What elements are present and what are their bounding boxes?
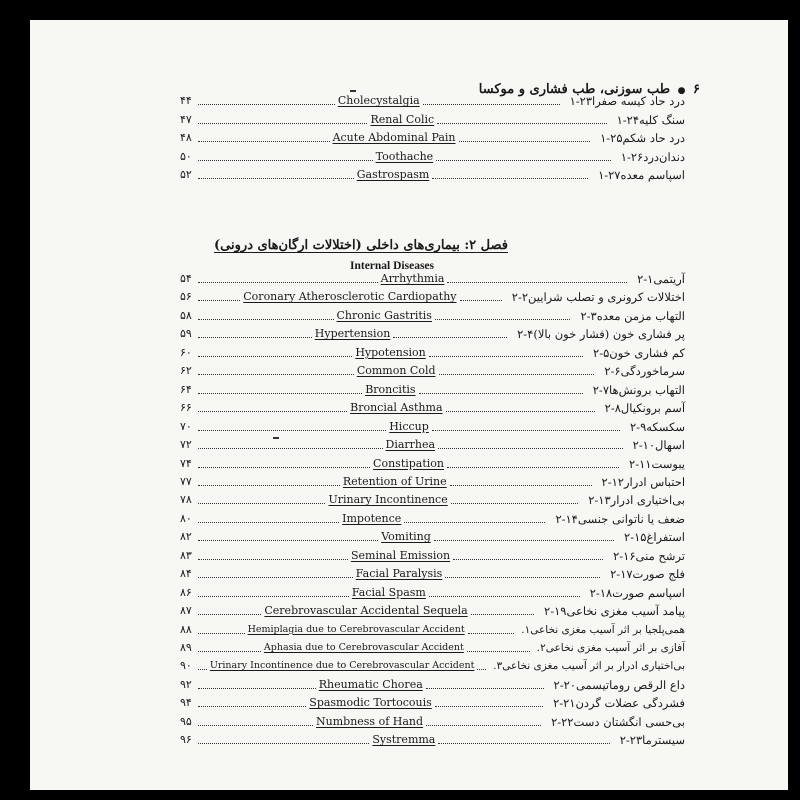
toc-entry	[180, 582, 685, 600]
toc-page-number: ۹۶	[180, 733, 192, 747]
leader-dots	[198, 356, 352, 357]
toc-persian-title: احتباس ادرار	[623, 474, 686, 489]
leader-dots	[436, 160, 611, 161]
toc-page-number: ۵۸	[180, 308, 192, 322]
leader-dots	[198, 614, 261, 615]
toc-english-title: Coronary Atherosclerotic Cardiopathy	[243, 290, 457, 304]
toc-persian	[547, 678, 685, 692]
leader-dots	[198, 374, 354, 375]
toc-persian-title: آریتمی	[653, 272, 685, 286]
toc-persian	[606, 549, 685, 563]
toc-page-number: ۸۷	[180, 604, 192, 618]
toc-persian	[546, 696, 685, 710]
leader-dots	[460, 300, 502, 301]
toc-entry	[180, 379, 685, 397]
chapter-title: فصل ۲: بیماری‌های داخلی (اختلالات ارگان‌های درونی)	[214, 238, 508, 253]
toc-entry	[180, 600, 685, 618]
toc-english-title: Arrhythmia	[380, 272, 445, 285]
toc-persian-title: سنگ کلیه	[639, 112, 685, 127]
leader-dots	[419, 393, 583, 394]
toc-persian	[603, 567, 685, 581]
toc-english-title: Hypotension	[355, 345, 426, 359]
toc-entry	[180, 360, 685, 378]
toc-entry-number: ۲-۹	[630, 419, 647, 434]
toc-persian	[622, 457, 685, 471]
leader-dots	[423, 104, 560, 105]
toc-entry	[180, 729, 685, 747]
toc-page-number: ۶۲	[180, 364, 192, 378]
toc-page-number: ۴۴	[180, 94, 192, 107]
leader-dots	[426, 688, 544, 689]
toc-persian-title: درد حاد کیسه صفرا	[592, 94, 685, 108]
toc-entry	[180, 164, 685, 182]
toc-entry	[180, 323, 685, 341]
toc-entry-number: ۱-۲۶	[620, 149, 644, 164]
toc-entry	[180, 471, 685, 489]
toc-english-title: Hemiplagia due to Cerebrovascular Accident	[247, 623, 465, 635]
toc-persian-title: آسم برونکیال	[620, 401, 686, 416]
toc-english-title: Numbness of Hand	[316, 714, 424, 728]
toc-english-title: Spasmodic Tortocouis	[309, 696, 432, 710]
toc-english-title: Facial Paralysis	[355, 567, 443, 581]
toc-page-number: ۷۴	[180, 456, 192, 470]
toc-entry	[180, 674, 685, 692]
toc-page-number: ۸۹	[180, 641, 192, 654]
leader-dots	[198, 503, 325, 504]
toc-page-number: ۸۶	[180, 585, 192, 599]
toc-persian	[548, 512, 685, 526]
toc-entry-number: ۲-۱۲	[601, 474, 624, 489]
leader-dots	[446, 411, 595, 412]
toc-entry-number: ۲-۱۰	[632, 438, 655, 453]
toc-persian	[614, 150, 685, 164]
toc-page-number: ۸۰	[180, 511, 192, 525]
toc-persian-title: سیسترما	[642, 733, 686, 748]
toc-page-number: ۷۰	[180, 419, 192, 433]
toc-entry-number: ۲-۲۲	[551, 714, 574, 729]
toc-persian-title: اختلالات کرونری و تصلب شرایین	[528, 290, 686, 305]
toc-persian-title: یبوست	[651, 456, 686, 471]
leader-dots	[198, 522, 339, 523]
toc-entry-number: ۲-۱۱	[629, 456, 652, 471]
toc-entry-number: ۲-۱۴	[555, 511, 578, 526]
toc-persian-title: التهاب برونش‌ها	[609, 382, 685, 397]
book-title: طب سوزنی، طب فشاری و موکسا	[478, 82, 671, 97]
toc-page-number: ۸۸	[180, 622, 192, 636]
toc-page-number: ۵۴	[180, 272, 192, 285]
leader-dots	[198, 688, 316, 689]
toc-entry	[180, 489, 685, 507]
toc-persian	[610, 113, 685, 127]
toc-persian	[537, 604, 685, 618]
toc-page-number: ۴۸	[180, 131, 192, 144]
toc-english-title: Seminal Emission	[350, 548, 451, 562]
leader-dots	[467, 651, 530, 652]
leader-dots	[198, 123, 367, 124]
toc-entry-number: ۲-۱۹	[544, 604, 567, 619]
toc-page-number: ۵۹	[180, 327, 192, 341]
toc-entry	[180, 90, 685, 108]
toc-persian	[533, 641, 685, 655]
toc-english-title: Impotence	[342, 511, 402, 525]
toc-english-title: Facial Spasm	[351, 585, 426, 599]
leader-dots	[451, 503, 578, 504]
leader-dots	[445, 577, 600, 578]
toc-page-number: ۵۲	[180, 168, 192, 181]
leader-dots	[198, 725, 313, 726]
toc-entry	[180, 711, 685, 729]
toc-english-title: Broncial Asthma	[350, 401, 443, 415]
leader-dots	[459, 141, 591, 142]
toc-entry-number: ۲-۱۶	[613, 548, 636, 563]
leader-dots	[477, 669, 486, 670]
toc-persian	[505, 290, 685, 304]
leader-dots	[198, 282, 378, 283]
leader-dots	[198, 633, 245, 634]
toc-page-number: ۵۰	[180, 149, 192, 163]
toc-entry-number: ۲-۱۸	[589, 585, 613, 600]
leader-dots	[447, 467, 619, 468]
toc-entry-number: ۲-۳	[580, 308, 597, 323]
leader-dots	[432, 178, 588, 179]
toc-persian-title: همی‌پلجیا بر اثر آسیب مغزی نخاعی	[530, 623, 685, 636]
toc-page-number: ۸۲	[180, 530, 192, 544]
leader-dots	[198, 300, 240, 301]
toc-english-title: Acute Abdominal Pain	[332, 131, 456, 144]
toc-persian-title: دندان‌درد	[643, 149, 686, 164]
toc-persian-title: سرماخوردگی	[620, 364, 686, 379]
leader-dots	[198, 430, 386, 431]
toc-entry-number: ۱-۲۷	[598, 168, 621, 182]
leader-dots	[438, 448, 623, 449]
toc-english-title: Common Cold	[356, 364, 436, 378]
toc-subentry	[180, 637, 685, 655]
toc-entry	[180, 416, 685, 434]
toc-english-title: Broncitis	[365, 382, 416, 396]
toc-english-title: Gastrospasm	[356, 168, 430, 181]
toc-persian-title: بی‌اختیاری ادرار بر اثر آسیب مغزی نخاعی	[502, 660, 686, 673]
toc-english-title: Vomiting	[381, 530, 431, 544]
toc-entry-number: ۲-۷	[592, 382, 609, 397]
leader-dots	[435, 319, 571, 320]
leader-dots	[198, 141, 330, 142]
leader-dots	[437, 123, 606, 124]
toc-entry-number: ۱.	[521, 623, 531, 636]
toc-entry-number: ۲-۱۳	[588, 493, 611, 508]
toc-english-title: Urinary Incontinence due to Cerebrovascular Accident	[209, 660, 475, 672]
leader-dots	[198, 393, 362, 394]
leader-dots	[432, 430, 620, 431]
toc-persian-title: پیامد آسیب مغزی نخاعی	[566, 604, 686, 619]
leader-dots	[404, 522, 545, 523]
toc-page-number: ۹۴	[180, 696, 192, 710]
toc-page-number: ۷۸	[180, 493, 192, 507]
toc-page-number: ۷۲	[180, 438, 192, 452]
toc-persian-title: فلج صورت	[632, 567, 686, 582]
leader-dots	[447, 282, 627, 283]
toc-persian	[623, 420, 685, 434]
toc-entry-number: ۲-۱۷	[610, 567, 633, 582]
toc-subentry	[180, 655, 685, 673]
toc-english-title: Renal Colic	[370, 112, 435, 126]
leader-dots	[434, 540, 614, 541]
page-number: ۶	[693, 82, 700, 97]
leader-dots	[198, 411, 347, 412]
leader-dots	[471, 614, 534, 615]
toc-persian	[581, 493, 685, 507]
toc-entry-number: ۲-۸	[604, 401, 621, 416]
leader-dots	[198, 559, 348, 560]
toc-persian	[517, 623, 685, 637]
leader-dots	[198, 178, 354, 179]
toc-entry	[180, 397, 685, 415]
leader-dots	[198, 706, 306, 707]
toc-entry	[180, 268, 685, 286]
chapter-subtitle: Internal Diseases	[350, 260, 435, 272]
toc-persian	[613, 733, 685, 747]
toc-english-title: Hypertension	[314, 327, 391, 341]
toc-entry	[180, 453, 685, 471]
toc-persian	[563, 94, 685, 108]
toc-english-title: Constipation	[373, 456, 444, 470]
toc-entry-number: ۱-۲۴	[616, 112, 640, 127]
toc-persian	[586, 346, 685, 360]
toc-page-number: ۷۷	[180, 474, 192, 488]
leader-dots	[435, 706, 543, 707]
leader-dots	[198, 577, 353, 578]
leader-dots	[198, 467, 370, 468]
toc-page-number: ۶۰	[180, 345, 192, 359]
toc-persian-title: بی‌حسی انگشتان دست	[573, 714, 686, 729]
toc-persian-title: اسهال	[655, 438, 685, 453]
leader-dots	[393, 337, 507, 338]
toc-english-title: Toothache	[375, 149, 434, 163]
toc-persian	[591, 168, 685, 182]
toc-page-number: ۵۶	[180, 290, 192, 304]
leader-dots	[198, 160, 373, 161]
toc-entry	[180, 508, 685, 526]
toc-entry-number: ۲-۵	[593, 345, 610, 360]
leader-dots	[429, 596, 580, 597]
toc-entry	[180, 305, 685, 323]
toc-persian	[510, 327, 685, 341]
print-mark	[273, 437, 279, 439]
toc-entry-number: ۱-۲۵	[600, 131, 623, 145]
toc-entry-number: ۲-۶	[604, 364, 621, 379]
toc-persian-title: اسپاسم معده	[620, 168, 686, 182]
toc-persian-title: ترشح منی	[635, 548, 685, 563]
leader-dots	[198, 319, 334, 320]
toc-entry-number: ۳.	[493, 660, 503, 673]
toc-persian-title: داع الرقص روماتیسمی	[575, 677, 686, 692]
toc-persian-title: فشردگی عضلات گردن	[575, 696, 685, 711]
toc-english-title: Aphasia due to Cerebrovascular Accident	[263, 642, 464, 653]
toc-page-number: ۹۲	[180, 677, 192, 691]
toc-persian-title: استفراغ	[646, 530, 685, 545]
toc-entry	[180, 286, 685, 304]
toc-entry	[180, 545, 685, 563]
toc-entry-number: ۱-۲۳	[569, 94, 592, 108]
leader-dots	[198, 596, 349, 597]
toc-persian-title: آفازی بر اثر آسیب مغزی نخاعی	[545, 642, 686, 654]
toc-entry	[180, 692, 685, 710]
toc-persian-title: ضعف یا ناتوانی جنسی	[577, 511, 685, 526]
toc-entry	[180, 526, 685, 544]
toc-english-title: Chronic Gastritis	[336, 308, 432, 322]
toc-persian	[489, 659, 685, 673]
toc-page-number: ۶۴	[180, 382, 192, 396]
toc-persian-title: سکسکه	[646, 419, 686, 434]
toc-entry-number: ۲-۲۱	[553, 696, 576, 711]
toc-entry-number: ۲-۱	[637, 272, 654, 286]
leader-dots	[450, 485, 592, 486]
leader-dots	[198, 104, 335, 105]
leader-dots	[198, 448, 383, 449]
toc-page-number: ۸۳	[180, 548, 192, 562]
leader-dots	[198, 485, 340, 486]
toc-persian	[583, 586, 685, 600]
toc-entry	[180, 109, 685, 127]
toc-page-number: ۹۵	[180, 714, 192, 728]
leader-dots	[438, 743, 609, 744]
bullet-icon: ●	[677, 86, 686, 96]
toc-english-title: Cerebrovascular Accidental Sequela	[264, 604, 468, 618]
toc-entry-number: ۲-۱۵	[624, 530, 647, 545]
toc-persian	[573, 309, 685, 323]
toc-entry-number: ۲.	[536, 642, 546, 654]
toc-english-title: Cholecystalgia	[337, 94, 420, 107]
toc-page-number: ۹۰	[180, 659, 192, 673]
toc-english-title: Retention of Urine	[342, 474, 447, 488]
leader-dots	[426, 725, 541, 726]
toc-persian	[617, 530, 685, 544]
toc-persian	[593, 131, 685, 145]
toc-entry	[180, 342, 685, 360]
toc-persian-title: التهاب مزمن معده	[596, 308, 686, 323]
leader-dots	[198, 669, 207, 670]
toc-persian	[630, 272, 685, 286]
toc-entry	[180, 434, 685, 452]
leader-dots	[198, 540, 378, 541]
toc-persian	[598, 401, 685, 415]
leader-dots	[439, 374, 595, 375]
toc-persian	[595, 475, 685, 489]
toc-persian	[626, 438, 685, 452]
toc-entry-number: ۲-۲	[511, 290, 529, 305]
leader-dots	[198, 337, 312, 338]
leader-dots	[453, 559, 603, 560]
toc-english-title: Systremma	[372, 733, 436, 747]
toc-persian	[544, 715, 685, 729]
toc-english-title: Rheumatic Chorea	[318, 677, 423, 691]
toc-persian-title: اسپاسم صورت	[612, 585, 686, 600]
toc-entry-number: ۲-۴	[517, 327, 534, 342]
toc-page-number: ۸۴	[180, 567, 192, 581]
toc-persian-title: پر فشاری خون (فشار خون بالا)	[533, 327, 686, 342]
toc-persian	[597, 364, 685, 378]
leader-dots	[429, 356, 583, 357]
toc-english-title: Hiccup	[389, 419, 429, 433]
toc-persian-title: بی‌اختیاری ادرار	[610, 493, 686, 508]
toc-persian-title: کم فشاری خون	[609, 345, 686, 360]
leader-dots	[198, 651, 261, 652]
toc-english-title: Urinary Incontinence	[328, 493, 448, 507]
book-page	[30, 20, 788, 790]
toc-english-title: Diarrhea	[385, 438, 436, 452]
toc-entry-number: ۲-۲۳	[619, 733, 643, 748]
toc-page-number: ۴۷	[180, 112, 192, 126]
leader-dots	[468, 633, 515, 634]
toc-entry	[180, 127, 685, 145]
toc-entry	[180, 146, 685, 164]
leader-dots	[198, 743, 369, 744]
toc-persian	[586, 383, 685, 397]
toc-entry	[180, 563, 685, 581]
toc-page-number: ۶۶	[180, 401, 192, 415]
toc-subentry	[180, 619, 685, 637]
toc-persian-title: درد حاد شکم	[622, 131, 686, 145]
toc-entry-number: ۲-۲۰	[553, 677, 576, 692]
